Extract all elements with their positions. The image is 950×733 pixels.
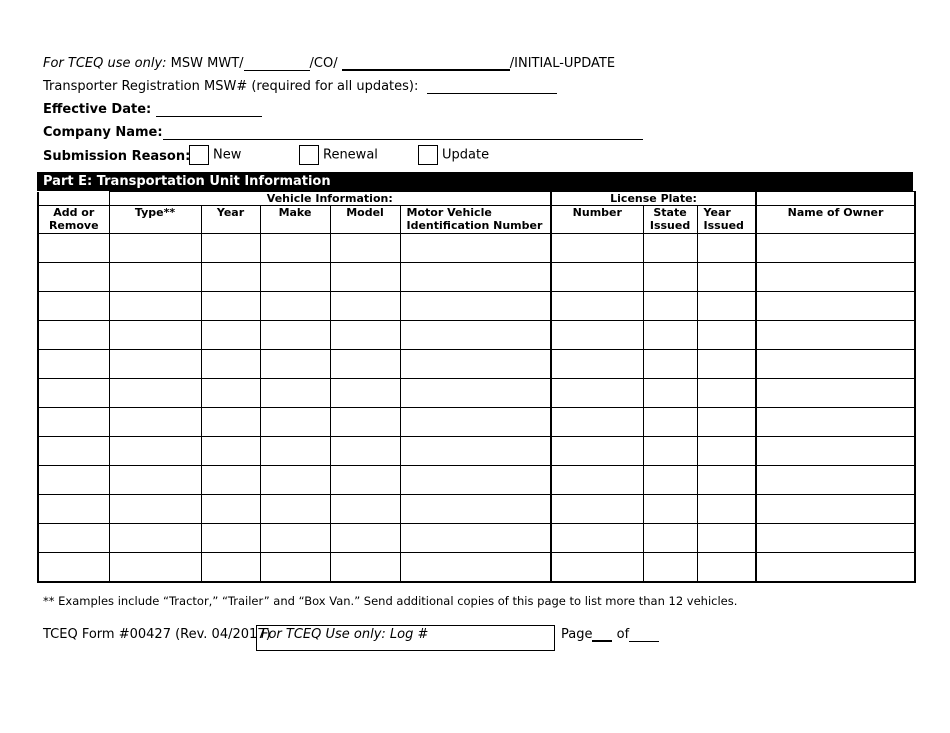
cell-owner[interactable] xyxy=(756,350,915,379)
group-blank xyxy=(38,192,109,206)
cell-owner[interactable] xyxy=(756,379,915,408)
cell-state-issued[interactable] xyxy=(643,408,697,437)
transporter-label: Transporter Registration MSW# (required for all updates): xyxy=(43,79,419,94)
cell-make[interactable] xyxy=(260,524,330,553)
cell-state-issued[interactable] xyxy=(643,437,697,466)
table-row xyxy=(38,379,915,408)
cell-add-remove[interactable] xyxy=(38,263,109,292)
cell-year-issued[interactable] xyxy=(697,379,756,408)
cell-add-remove[interactable] xyxy=(38,524,109,553)
cell-state-issued[interactable] xyxy=(643,524,697,553)
col-add-remove-line2: Remove xyxy=(48,219,99,232)
cell-plate-number[interactable] xyxy=(551,263,643,292)
cell-make[interactable] xyxy=(260,321,330,350)
transportation-unit-table xyxy=(37,191,916,583)
msw-mwt-blank[interactable] xyxy=(244,57,310,71)
cell-make[interactable] xyxy=(260,379,330,408)
cell-make[interactable] xyxy=(260,350,330,379)
cell-model[interactable] xyxy=(330,379,400,408)
option-renewal[interactable] xyxy=(299,145,378,165)
new-checkbox[interactable] xyxy=(189,145,209,165)
cell-owner[interactable] xyxy=(756,321,915,350)
cell-plate-number[interactable] xyxy=(551,466,643,495)
effective-date-label: Effective Date: xyxy=(43,102,152,117)
cell-vin[interactable] xyxy=(400,408,551,437)
cell-year[interactable] xyxy=(201,379,260,408)
cell-vin[interactable] xyxy=(400,495,551,524)
col-type: Type** xyxy=(109,206,201,234)
col-year: Year xyxy=(201,206,260,234)
cell-state-issued[interactable] xyxy=(643,321,697,350)
initial-update-label: /INITIAL-UPDATE xyxy=(509,56,616,71)
cell-model[interactable] xyxy=(330,408,400,437)
cell-type[interactable] xyxy=(109,553,201,583)
col-vin-line2: Identification Number xyxy=(406,219,543,232)
cell-model[interactable] xyxy=(330,321,400,350)
cell-plate-number[interactable] xyxy=(551,234,643,263)
col-plate-number: Number xyxy=(551,206,643,234)
cell-add-remove[interactable] xyxy=(38,466,109,495)
cell-type[interactable] xyxy=(109,263,201,292)
col-model: Model xyxy=(330,206,400,234)
cell-year-issued[interactable] xyxy=(697,321,756,350)
col-vin xyxy=(400,206,551,234)
cell-model[interactable] xyxy=(330,292,400,321)
cell-year-issued[interactable] xyxy=(697,234,756,263)
page-number-field[interactable] xyxy=(592,627,612,642)
cell-year[interactable] xyxy=(201,234,260,263)
cell-model[interactable] xyxy=(330,350,400,379)
cell-plate-number[interactable] xyxy=(551,379,643,408)
cell-type[interactable] xyxy=(109,437,201,466)
cell-plate-number[interactable] xyxy=(551,350,643,379)
cell-plate-number[interactable] xyxy=(551,321,643,350)
group-blank-owner xyxy=(756,192,915,206)
cell-add-remove[interactable] xyxy=(38,350,109,379)
cell-plate-number[interactable] xyxy=(551,524,643,553)
cell-type[interactable] xyxy=(109,524,201,553)
cell-add-remove[interactable] xyxy=(38,553,109,583)
of-label: of xyxy=(616,627,630,642)
cell-plate-number[interactable] xyxy=(551,292,643,321)
cell-add-remove[interactable] xyxy=(38,292,109,321)
cell-make[interactable] xyxy=(260,437,330,466)
cell-add-remove[interactable] xyxy=(38,408,109,437)
cell-make[interactable] xyxy=(260,495,330,524)
cell-year-issued[interactable] xyxy=(697,408,756,437)
company-name-field[interactable] xyxy=(163,126,643,140)
cell-type[interactable] xyxy=(109,495,201,524)
cell-make[interactable] xyxy=(260,234,330,263)
company-name-label: Company Name: xyxy=(43,125,163,140)
cell-state-issued[interactable] xyxy=(643,379,697,408)
col-year-issued xyxy=(697,206,756,234)
new-label: New xyxy=(213,147,242,163)
table-row xyxy=(38,263,915,292)
cell-year-issued[interactable] xyxy=(697,437,756,466)
cell-model[interactable] xyxy=(330,495,400,524)
cell-plate-number[interactable] xyxy=(551,495,643,524)
col-year-issued-line1: Year xyxy=(703,206,731,219)
cell-make[interactable] xyxy=(260,466,330,495)
cell-add-remove[interactable] xyxy=(38,321,109,350)
col-year-issued-line2: Issued xyxy=(703,219,744,232)
effective-date-field[interactable] xyxy=(156,103,262,117)
cell-state-issued[interactable] xyxy=(643,350,697,379)
cell-year-issued[interactable] xyxy=(697,524,756,553)
cell-vin[interactable] xyxy=(400,350,551,379)
group-vehicle-info: Vehicle Information: xyxy=(109,192,551,206)
cell-year[interactable] xyxy=(201,524,260,553)
table-row xyxy=(38,524,915,553)
cell-year[interactable] xyxy=(201,263,260,292)
group-license-plate: License Plate: xyxy=(551,192,756,206)
co-label: /CO/ xyxy=(309,56,338,71)
cell-add-remove[interactable] xyxy=(38,495,109,524)
cell-make[interactable] xyxy=(260,292,330,321)
renewal-checkbox[interactable] xyxy=(299,145,319,165)
table-row xyxy=(38,553,915,583)
cell-model[interactable] xyxy=(330,524,400,553)
cell-owner[interactable] xyxy=(756,234,915,263)
cell-owner[interactable] xyxy=(756,263,915,292)
page-label: Page xyxy=(561,627,593,642)
cell-year[interactable] xyxy=(201,437,260,466)
cell-make[interactable] xyxy=(260,553,330,583)
col-state-issued xyxy=(643,206,697,234)
co-blank[interactable] xyxy=(342,56,510,71)
cell-owner[interactable] xyxy=(756,292,915,321)
effective-date-line xyxy=(43,102,262,117)
cell-year-issued[interactable] xyxy=(697,553,756,583)
option-new[interactable] xyxy=(189,145,241,165)
cell-year[interactable] xyxy=(201,292,260,321)
page-total-field[interactable] xyxy=(629,628,659,642)
cell-model[interactable] xyxy=(330,466,400,495)
cell-state-issued[interactable] xyxy=(643,553,697,583)
cell-year[interactable] xyxy=(201,350,260,379)
cell-vin[interactable] xyxy=(400,553,551,583)
col-owner: Name of Owner xyxy=(756,206,915,234)
col-add-remove xyxy=(38,206,109,234)
cell-model[interactable] xyxy=(330,234,400,263)
cell-make[interactable] xyxy=(260,408,330,437)
cell-year[interactable] xyxy=(201,321,260,350)
table-row xyxy=(38,495,915,524)
cell-add-remove[interactable] xyxy=(38,234,109,263)
cell-state-issued[interactable] xyxy=(643,292,697,321)
cell-vin[interactable] xyxy=(400,524,551,553)
cell-owner[interactable] xyxy=(756,495,915,524)
cell-year[interactable] xyxy=(201,553,260,583)
table-row xyxy=(38,350,915,379)
cell-year[interactable] xyxy=(201,408,260,437)
footnote: ** Examples include “Tractor,” “Trailer” and “Box Van.” Send additional copies of this page to list more than 12 vehicles. xyxy=(43,594,738,608)
company-name-line xyxy=(43,125,643,140)
tceq-use-line xyxy=(43,56,615,71)
msw-mwt-label: MSW MWT/ xyxy=(170,56,244,71)
submission-reason-label: Submission Reason: xyxy=(43,149,191,164)
cell-owner[interactable] xyxy=(756,437,915,466)
cell-type[interactable] xyxy=(109,350,201,379)
update-label: Update xyxy=(442,147,490,163)
cell-make[interactable] xyxy=(260,263,330,292)
col-add-remove-line1: Add or xyxy=(53,206,95,219)
cell-vin[interactable] xyxy=(400,321,551,350)
cell-plate-number[interactable] xyxy=(551,553,643,583)
transporter-msw-field[interactable] xyxy=(427,80,557,94)
table-row xyxy=(38,292,915,321)
cell-owner[interactable] xyxy=(756,466,915,495)
form-number: TCEQ Form #00427 (Rev. 04/2017) xyxy=(43,627,271,642)
table-row xyxy=(38,466,915,495)
tceq-use-only-label: For TCEQ use only: xyxy=(43,56,167,71)
cell-state-issued[interactable] xyxy=(643,495,697,524)
col-state-line1: State xyxy=(653,206,687,219)
cell-vin[interactable] xyxy=(400,379,551,408)
col-state-line2: Issued xyxy=(649,219,691,232)
cell-type[interactable] xyxy=(109,234,201,263)
cell-vin[interactable] xyxy=(400,466,551,495)
section-title: Part E: Transportation Unit Information xyxy=(37,172,913,191)
cell-year-issued[interactable] xyxy=(697,263,756,292)
cell-year[interactable] xyxy=(201,495,260,524)
transporter-line xyxy=(43,79,557,94)
cell-model[interactable] xyxy=(330,553,400,583)
cell-state-issued[interactable] xyxy=(643,234,697,263)
cell-vin[interactable] xyxy=(400,263,551,292)
cell-year-issued[interactable] xyxy=(697,350,756,379)
cell-plate-number[interactable] xyxy=(551,408,643,437)
cell-year-issued[interactable] xyxy=(697,466,756,495)
cell-owner[interactable] xyxy=(756,553,915,583)
option-update[interactable] xyxy=(418,145,489,165)
cell-owner[interactable] xyxy=(756,524,915,553)
table-row xyxy=(38,234,915,263)
cell-vin[interactable] xyxy=(400,234,551,263)
cell-type[interactable] xyxy=(109,466,201,495)
cell-state-issued[interactable] xyxy=(643,263,697,292)
cell-type[interactable] xyxy=(109,321,201,350)
col-make: Make xyxy=(260,206,330,234)
cell-model[interactable] xyxy=(330,263,400,292)
cell-owner[interactable] xyxy=(756,408,915,437)
cell-type[interactable] xyxy=(109,379,201,408)
col-vin-line1: Motor Vehicle xyxy=(406,206,492,219)
cell-state-issued[interactable] xyxy=(643,466,697,495)
cell-model[interactable] xyxy=(330,437,400,466)
cell-vin[interactable] xyxy=(400,292,551,321)
table-row xyxy=(38,408,915,437)
cell-plate-number[interactable] xyxy=(551,437,643,466)
cell-year[interactable] xyxy=(201,466,260,495)
renewal-label: Renewal xyxy=(323,147,378,163)
table-row xyxy=(38,437,915,466)
cell-add-remove[interactable] xyxy=(38,379,109,408)
table-row xyxy=(38,321,915,350)
cell-type[interactable] xyxy=(109,292,201,321)
cell-add-remove[interactable] xyxy=(38,437,109,466)
page-info xyxy=(561,627,659,642)
cell-vin[interactable] xyxy=(400,437,551,466)
cell-year-issued[interactable] xyxy=(697,495,756,524)
log-number-box: For TCEQ Use only: Log # xyxy=(256,625,555,651)
cell-year-issued[interactable] xyxy=(697,292,756,321)
update-checkbox[interactable] xyxy=(418,145,438,165)
cell-type[interactable] xyxy=(109,408,201,437)
